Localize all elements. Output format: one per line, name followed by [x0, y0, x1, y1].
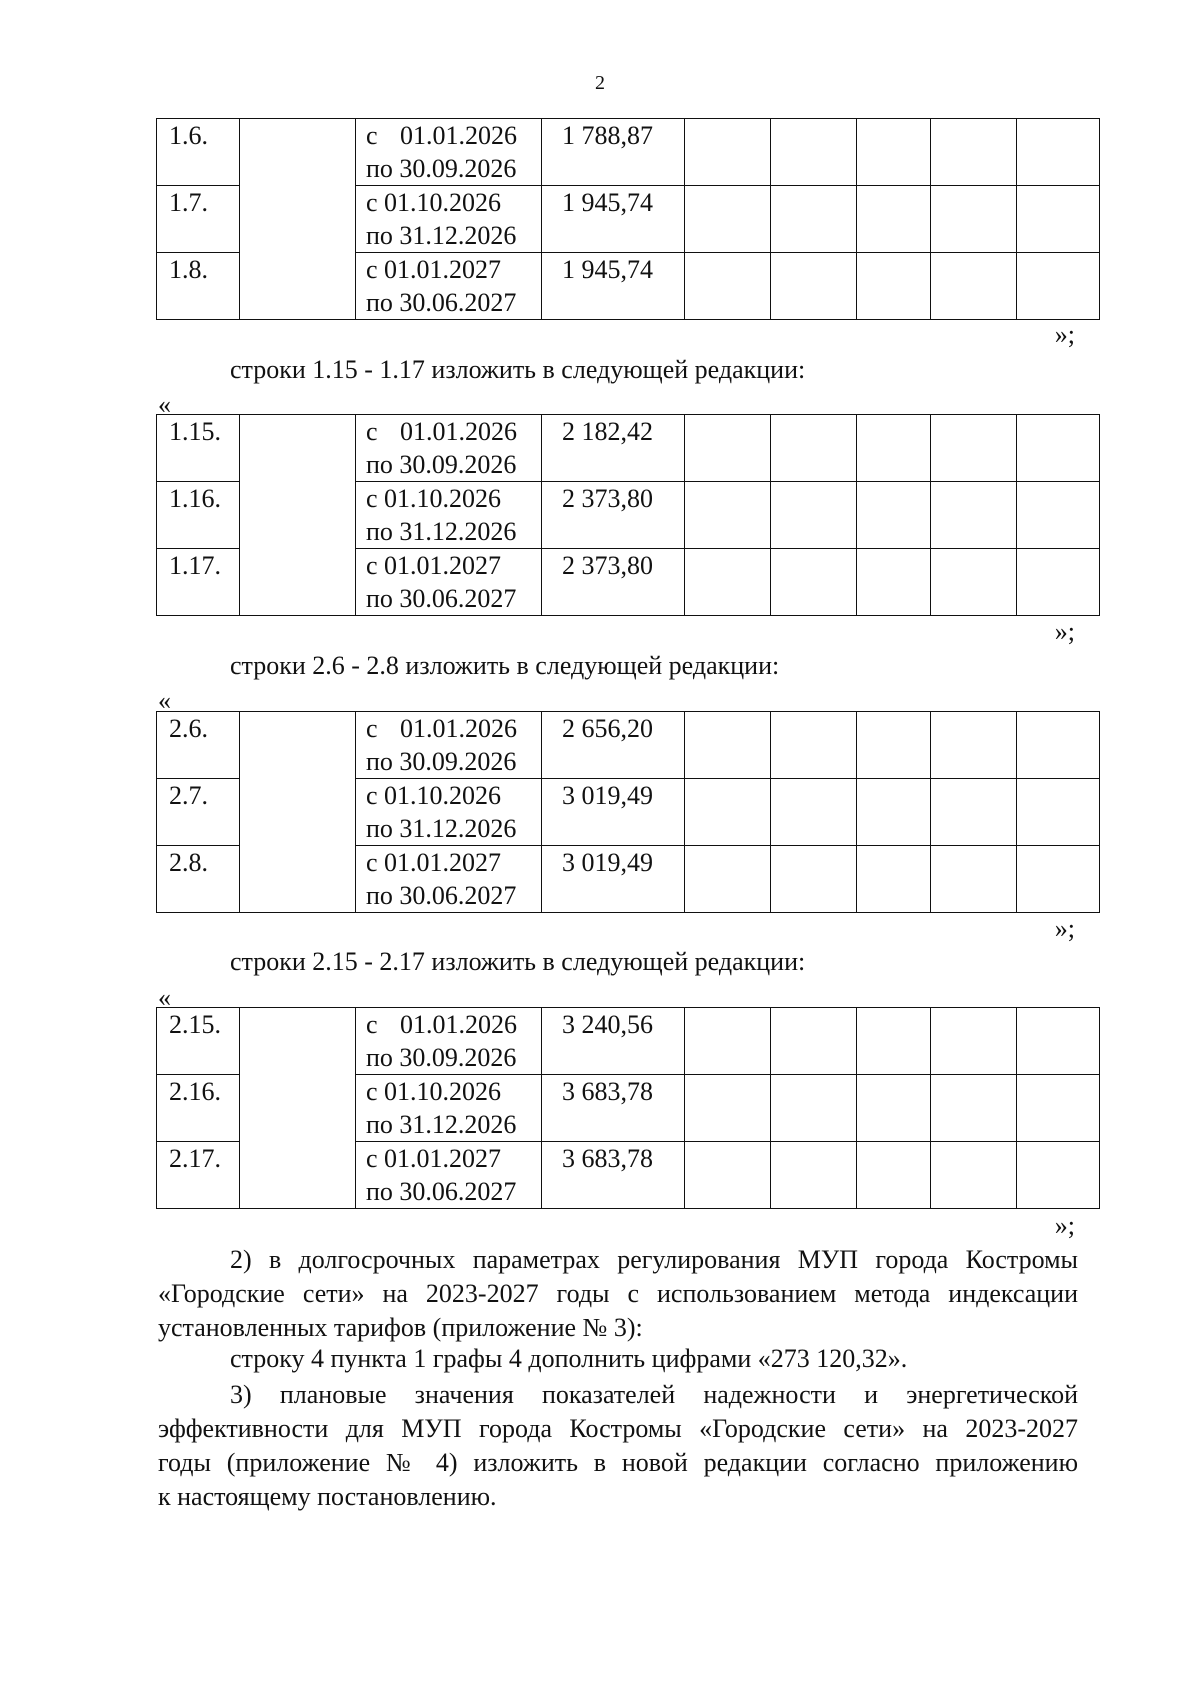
period-cell [356, 549, 542, 616]
empty-cell [857, 482, 931, 549]
period-to: по 30.09.2026 [366, 747, 517, 776]
close-quote: »; [1054, 914, 1075, 943]
empty-cell [685, 186, 771, 253]
empty-cell [771, 482, 857, 549]
period-to: по 30.09.2026 [366, 450, 517, 479]
open-quote: « [158, 983, 171, 1012]
period-to: по 30.06.2027 [366, 1177, 517, 1206]
empty-cell [1017, 1075, 1100, 1142]
period-cell [356, 119, 542, 186]
empty-cell [771, 549, 857, 616]
empty-cell [771, 846, 857, 913]
period-cell [356, 253, 542, 320]
empty-cell [857, 779, 931, 846]
paragraph-line: к настоящему постановлению. [158, 1482, 497, 1511]
open-quote: « [158, 686, 171, 715]
empty-cell [857, 1075, 931, 1142]
period-prefix: с [366, 714, 378, 743]
tariff-value: 2 182,42 [542, 415, 685, 482]
empty-cell [771, 1075, 857, 1142]
empty-cell [685, 1075, 771, 1142]
empty-cell [685, 119, 771, 186]
row-number: 1.16. [157, 482, 240, 549]
period-from: 01.01.2026 [400, 714, 517, 743]
paragraph-3 [158, 1378, 1078, 1514]
empty-cell [771, 712, 857, 779]
empty-cell [1017, 712, 1100, 779]
period-cell [356, 1142, 542, 1209]
empty-cell [685, 549, 771, 616]
empty-cell [931, 119, 1017, 186]
section-intro: строки 1.15 - 1.17 изложить в следующей редакции: [230, 355, 806, 384]
period-from: 01.01.2026 [400, 417, 517, 446]
empty-cell [685, 482, 771, 549]
period-to: по 31.12.2026 [366, 814, 517, 843]
tariff-value: 3 019,49 [542, 846, 685, 913]
merged-empty-cell [240, 712, 356, 913]
empty-cell [1017, 415, 1100, 482]
merged-empty-cell [240, 415, 356, 616]
empty-cell [685, 1142, 771, 1209]
period-to: по 30.06.2027 [366, 584, 517, 613]
empty-cell [771, 779, 857, 846]
period-from: 01.01.2027 [384, 1144, 502, 1173]
empty-cell [857, 549, 931, 616]
empty-cell [685, 1008, 771, 1075]
period-from: 01.01.2027 [384, 255, 502, 284]
tariff-value: 3 019,49 [542, 779, 685, 846]
period-prefix: с [366, 484, 378, 513]
empty-cell [685, 779, 771, 846]
open-quote: « [158, 390, 171, 419]
period-prefix: с [366, 551, 378, 580]
period-cell [356, 846, 542, 913]
merged-empty-cell [240, 1008, 356, 1209]
empty-cell [771, 1008, 857, 1075]
tariff-table-2 [156, 414, 1100, 616]
empty-cell [931, 549, 1017, 616]
period-to: по 30.06.2027 [366, 288, 517, 317]
table-row [157, 119, 1100, 186]
paragraph-2-sub: строку 4 пункта 1 графы 4 дополнить цифрами «273 120,32». [230, 1344, 908, 1373]
tariff-table-4 [156, 1007, 1100, 1209]
period-prefix: с [366, 1144, 378, 1173]
empty-cell [1017, 779, 1100, 846]
close-quote: »; [1054, 617, 1075, 646]
period-cell [356, 712, 542, 779]
empty-cell [931, 779, 1017, 846]
empty-cell [1017, 186, 1100, 253]
period-prefix: с [366, 417, 378, 446]
period-from: 01.01.2027 [384, 848, 502, 877]
empty-cell [1017, 253, 1100, 320]
row-number: 1.6. [157, 119, 240, 186]
period-prefix: с [366, 1010, 378, 1039]
empty-cell [771, 253, 857, 320]
tariff-value: 3 683,78 [542, 1142, 685, 1209]
paragraph-line: «Городские сети» на 2023-2027 годы с использованием метода индексации [158, 1279, 1078, 1308]
row-number: 1.7. [157, 186, 240, 253]
row-number: 2.17. [157, 1142, 240, 1209]
empty-cell [857, 846, 931, 913]
tariff-value: 2 373,80 [542, 549, 685, 616]
paragraph-line: 3) плановые значения показателей надежности и энергетической [230, 1380, 1078, 1409]
period-from: 01.01.2026 [400, 121, 517, 150]
period-prefix: с [366, 121, 378, 150]
row-number: 1.8. [157, 253, 240, 320]
period-prefix: с [366, 188, 378, 217]
period-prefix: с [366, 848, 378, 877]
period-from: 01.10.2026 [384, 188, 502, 217]
tariff-value: 2 373,80 [542, 482, 685, 549]
tariff-value: 2 656,20 [542, 712, 685, 779]
paragraph-line: установленных тарифов (приложение № 3): [158, 1313, 643, 1342]
period-from: 01.01.2027 [384, 551, 502, 580]
tariff-value: 3 683,78 [542, 1075, 685, 1142]
empty-cell [931, 186, 1017, 253]
empty-cell [771, 186, 857, 253]
period-prefix: с [366, 1077, 378, 1106]
empty-cell [931, 1142, 1017, 1209]
tariff-value: 1 788,87 [542, 119, 685, 186]
empty-cell [857, 1008, 931, 1075]
empty-cell [1017, 482, 1100, 549]
empty-cell [857, 119, 931, 186]
paragraph-2 [158, 1243, 1078, 1345]
period-to: по 31.12.2026 [366, 517, 517, 546]
tariff-table-3 [156, 711, 1100, 913]
empty-cell [685, 253, 771, 320]
paragraph-line: эффективности для МУП города Костромы «Городские сети» на 2023-2027 [158, 1414, 1078, 1443]
period-to: по 31.12.2026 [366, 1110, 517, 1139]
period-from: 01.10.2026 [384, 484, 502, 513]
row-number: 2.6. [157, 712, 240, 779]
period-prefix: с [366, 781, 378, 810]
row-number: 2.15. [157, 1008, 240, 1075]
empty-cell [931, 1008, 1017, 1075]
row-number: 2.8. [157, 846, 240, 913]
period-from: 01.10.2026 [384, 781, 502, 810]
period-to: по 30.06.2027 [366, 881, 517, 910]
section-intro: строки 2.15 - 2.17 изложить в следующей редакции: [230, 947, 806, 976]
period-to: по 30.09.2026 [366, 1043, 517, 1072]
empty-cell [857, 712, 931, 779]
empty-cell [685, 712, 771, 779]
section-intro: строки 2.6 - 2.8 изложить в следующей редакции: [230, 651, 780, 680]
empty-cell [685, 415, 771, 482]
period-cell [356, 779, 542, 846]
period-cell [356, 186, 542, 253]
empty-cell [771, 119, 857, 186]
table-row [157, 712, 1100, 779]
tariff-value: 1 945,74 [542, 186, 685, 253]
tariff-value: 1 945,74 [542, 253, 685, 320]
period-cell [356, 1008, 542, 1075]
merged-empty-cell [240, 119, 356, 320]
empty-cell [931, 846, 1017, 913]
row-number: 1.15. [157, 415, 240, 482]
paragraph-line: годы (приложение № 4) изложить в новой редакции согласно приложению [158, 1448, 1078, 1477]
empty-cell [857, 186, 931, 253]
empty-cell [857, 253, 931, 320]
paragraph-line: 2) в долгосрочных параметрах регулирования МУП города Костромы [230, 1245, 1078, 1274]
period-from: 01.01.2026 [400, 1010, 517, 1039]
empty-cell [771, 1142, 857, 1209]
row-number: 1.17. [157, 549, 240, 616]
period-to: по 31.12.2026 [366, 221, 517, 250]
row-number: 2.16. [157, 1075, 240, 1142]
tariff-value: 3 240,56 [542, 1008, 685, 1075]
tariff-table-1 [156, 118, 1100, 320]
period-cell [356, 415, 542, 482]
empty-cell [931, 1075, 1017, 1142]
row-number: 2.7. [157, 779, 240, 846]
empty-cell [857, 415, 931, 482]
page-number: 2 [595, 72, 605, 94]
period-cell [356, 482, 542, 549]
period-to: по 30.09.2026 [366, 154, 517, 183]
period-cell [356, 1075, 542, 1142]
empty-cell [685, 846, 771, 913]
empty-cell [931, 482, 1017, 549]
period-from: 01.10.2026 [384, 1077, 502, 1106]
empty-cell [931, 712, 1017, 779]
empty-cell [771, 415, 857, 482]
empty-cell [857, 1142, 931, 1209]
table-row [157, 415, 1100, 482]
close-quote: »; [1054, 320, 1075, 349]
close-quote: »; [1054, 1211, 1075, 1240]
period-prefix: с [366, 255, 378, 284]
empty-cell [1017, 1142, 1100, 1209]
empty-cell [1017, 846, 1100, 913]
empty-cell [1017, 549, 1100, 616]
empty-cell [931, 415, 1017, 482]
empty-cell [931, 253, 1017, 320]
empty-cell [1017, 119, 1100, 186]
empty-cell [1017, 1008, 1100, 1075]
table-row [157, 1008, 1100, 1075]
